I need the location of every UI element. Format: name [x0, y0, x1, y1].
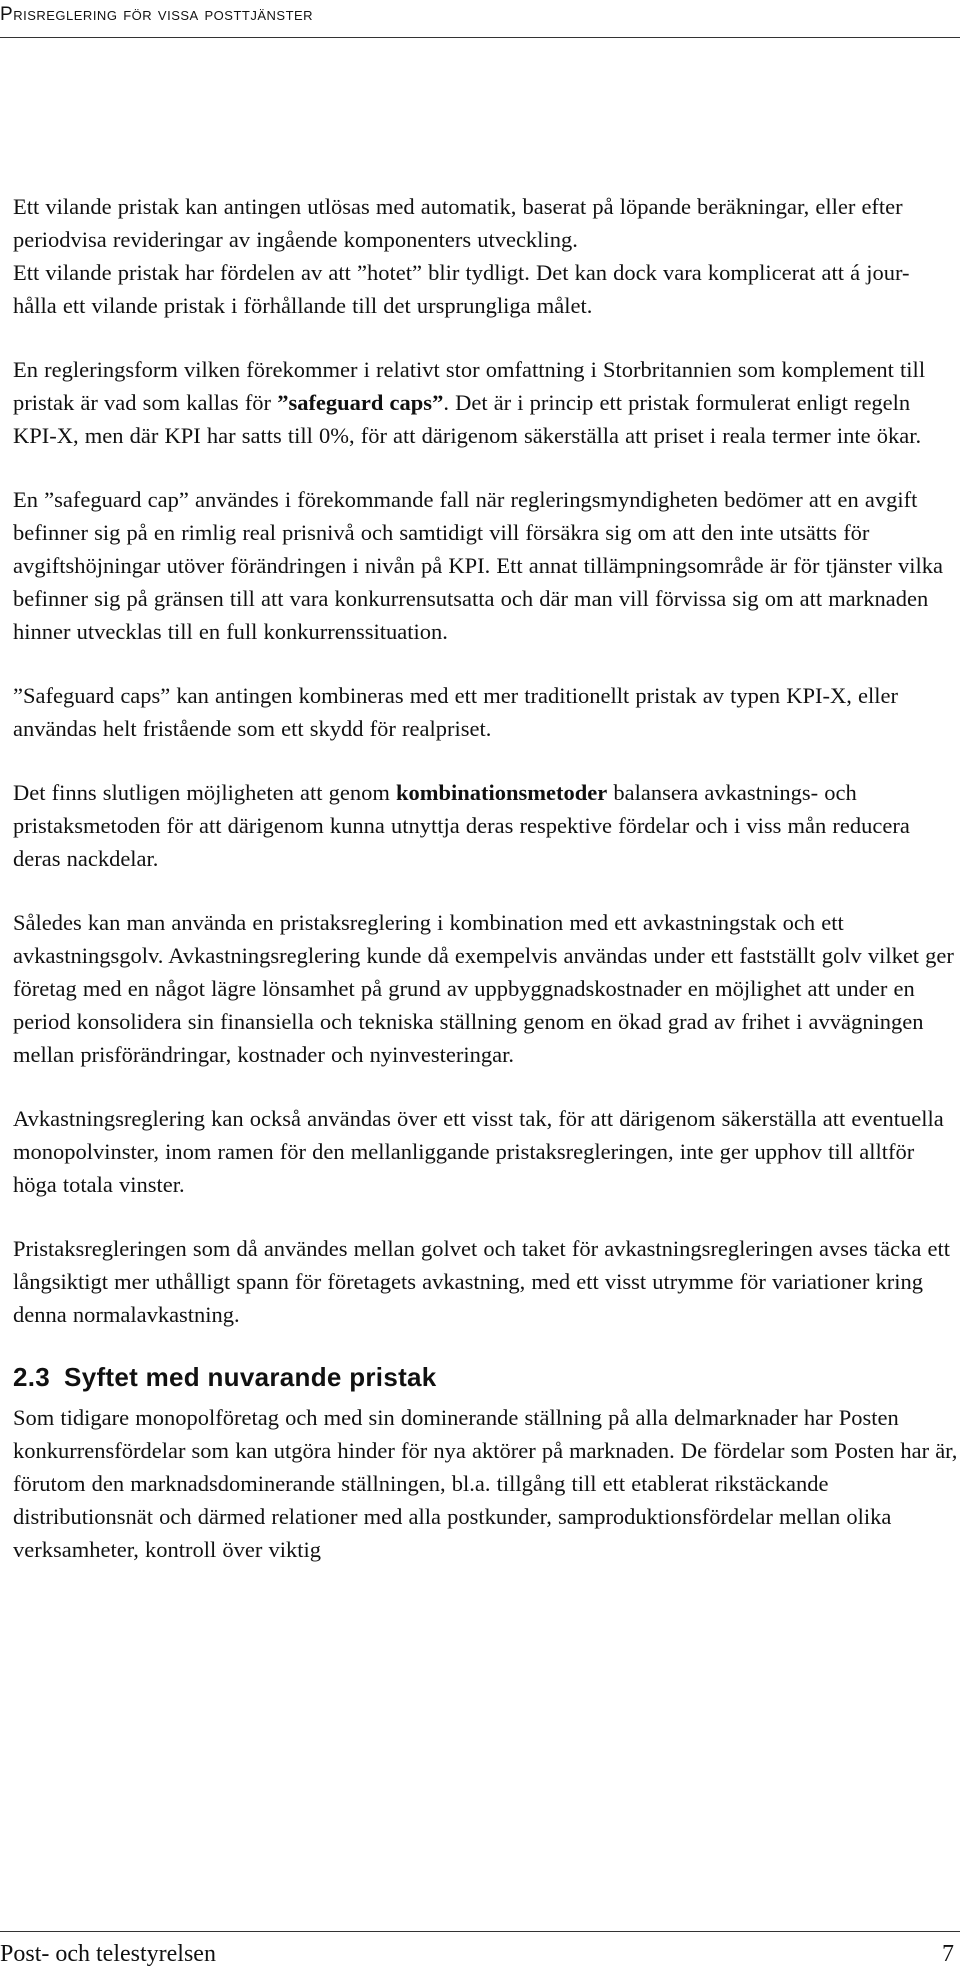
section-heading — [13, 1362, 958, 1393]
paragraph: Som tidigare monopolföretag och med sin dominerande ställning på alla delmarknader har Posten konkurrensfördelar som kan utgöra hinder för nya aktörer på marknaden. De fördelar som Posten har är, förutom den marknadsdominerande ställningen, bl.a. tillgång till ett etablerat rikstäckande distributionsnät och därmed relationer med alla postkunder, samproduktionsfördelar mellan olika verksamheter, kontroll över viktig — [13, 1405, 958, 1562]
section-title: Syftet med nuvarande pristak — [64, 1362, 437, 1392]
section-number: 2.3 — [13, 1362, 51, 1392]
paragraph — [13, 353, 958, 452]
paragraph-text: balansera avkastnings- och pristaksmetoden för att därigenom kunna utnyttja deras respektive fördelar och i viss mån reducera deras nackdelar. — [13, 780, 910, 871]
paragraph: Således kan man använda en pristaksreglering i kombination med ett avkastningstak och ett avkastningsgolv. Avkastningsreglering kunde då exempelvis användas under ett fastställt golv vilket ger företag med en något lägre lönsamhet på grund av uppbyggnadskostnader en möjlighet att under en period konsolidera sin finansiella och tekniska ställning genom en ökad grad av frihet i avvägningen mellan prisförändringar, kostnader och nyinvesteringar. — [13, 910, 954, 1067]
page-header — [0, 0, 960, 38]
paragraph: Pristaksregleringen som då användes mellan golvet och taket för avkastningsregleringen avses täcka ett långsiktigt mer uthålligt spann för företagets avkastning, med ett visst utrymme för variationer kring denna normalavkastning. — [13, 1236, 950, 1327]
paragraph: En ”safeguard cap” användes i förekommande fall när regleringsmyndigheten bedömer att en avgift befinner sig på en rimlig real prisnivå och samtidigt vill försäkra sig om att den inte utsätts för avgiftshöjningar utöver förändringen i nivån på KPI. Ett annat tillämpningsområde är för tjänster vilka befinner sig på gränsen till att vara konkurrensutsatta och där man vill förvissa sig om att marknaden hinner utvecklas till en full konkurrenssituation. — [13, 487, 943, 644]
bold-term: kombinationsmetoder — [395, 780, 608, 805]
header-title: Prisreglering för vissa posttjänster — [0, 4, 314, 25]
paragraph: Ett vilande pristak kan antingen utlösas med automatik, baserat på löpande beräkningar, eller efter periodvisa revideringar av ingående komponenters utveckling. — [13, 194, 903, 252]
bold-term: ”safeguard caps” — [277, 390, 444, 415]
paragraph — [13, 776, 958, 875]
header-divider — [0, 37, 960, 38]
page-footer — [0, 1931, 960, 1981]
paragraph: Ett vilande pristak har fördelen av att ”hotet” blir tydligt. Det kan dock vara komplicerat att á jour- hålla ett vilande pristak i förhållande till det ursprungliga målet. — [13, 260, 910, 318]
footer-divider — [0, 1931, 960, 1932]
footer-publisher: Post- och telestyrelsen — [0, 1941, 216, 1967]
page-number: 7 — [942, 1941, 954, 1967]
paragraph-text: En regleringsform vilken förekommer i relativt stor omfattning i Storbritannien som komplement till pristak är vad som kallas för — [13, 357, 926, 415]
paragraph-text: Det finns slutligen möjligheten att genom — [13, 780, 396, 805]
paragraph-text: . Det är i princip ett pristak formulerat enligt regeln KPI-X, men där KPI har satts till 0%, för att därigenom säkerställa att priset i reala termer inte ökar. — [13, 390, 922, 448]
document-body — [13, 190, 958, 1566]
paragraph: ”Safeguard caps” kan antingen kombineras med ett mer traditionellt pristak av typen KPI-X, eller användas helt fristående som ett skydd för realpriset. — [13, 683, 898, 741]
paragraph: Avkastningsreglering kan också användas över ett visst tak, för att därigenom säkerställa att eventuella monopolvinster, inom ramen för den mellanliggande pristaksregleringen, inte ger upphov till alltför höga totala vinster. — [13, 1106, 944, 1197]
